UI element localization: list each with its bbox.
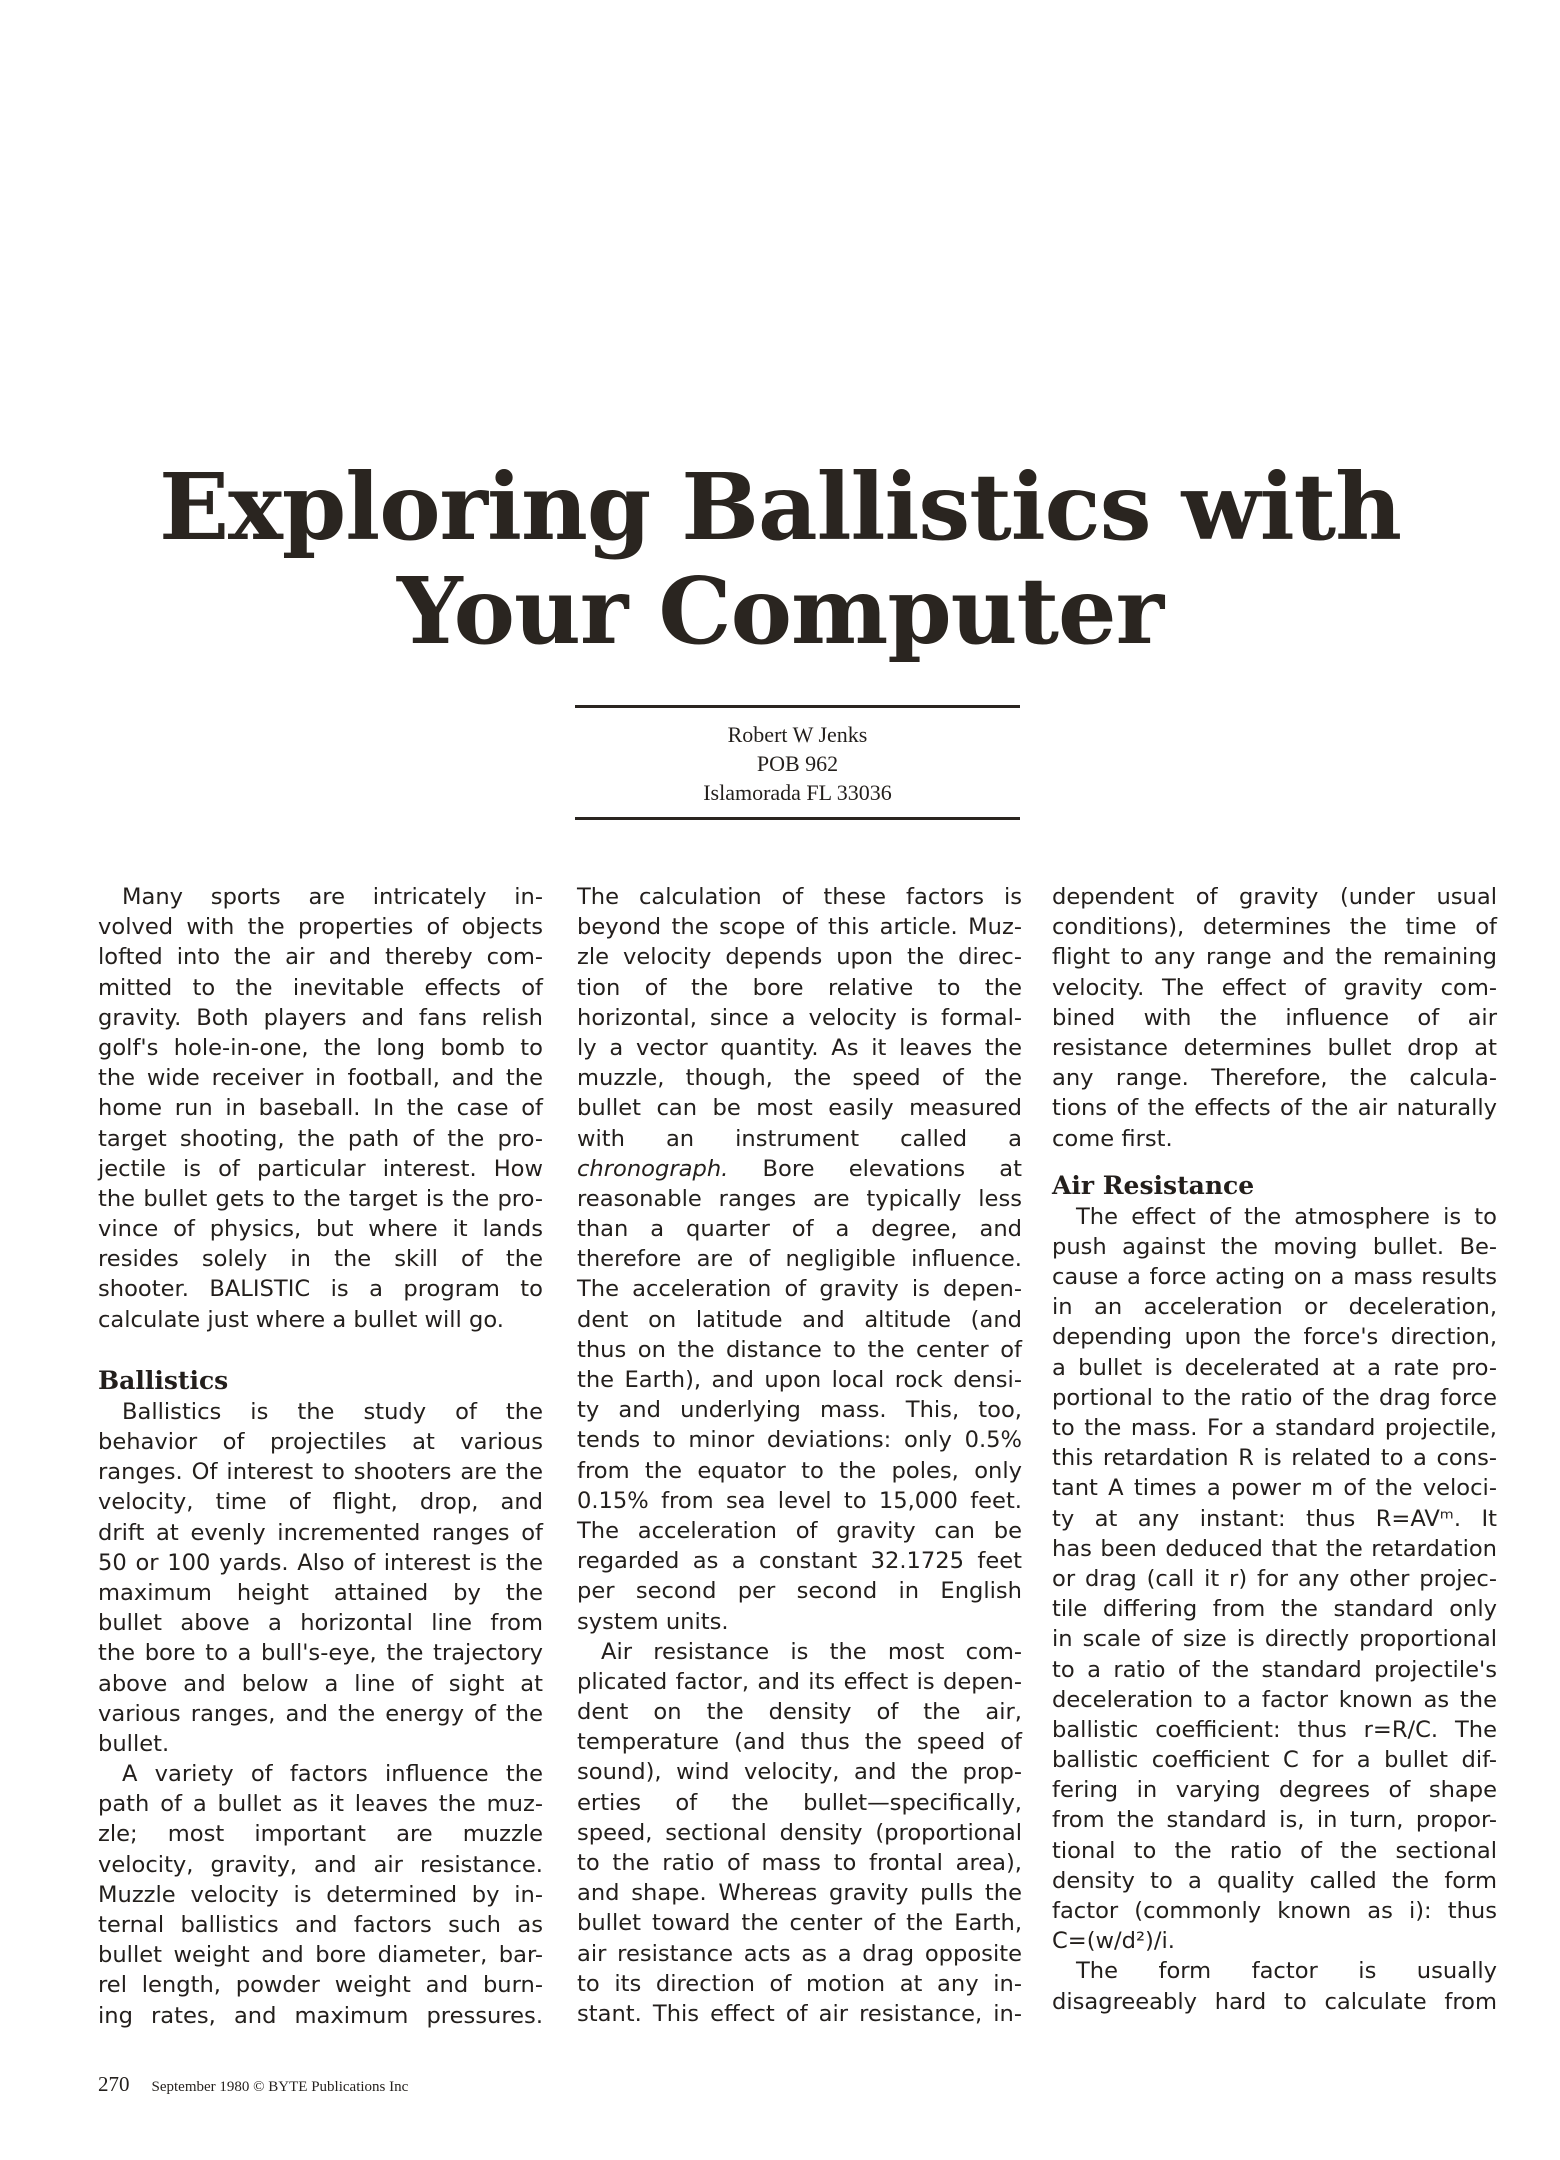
text-line: lofted into the air and thereby com- (98, 944, 543, 971)
text-line: drift at evenly incremented ranges of (98, 1519, 543, 1546)
text-line: maximum height attained by the (98, 1579, 543, 1606)
text-line: per second per second in English (577, 1578, 1022, 1605)
text-line: with an instrument called a (577, 1125, 1022, 1152)
text-line: The acceleration of gravity can be (577, 1517, 1022, 1544)
text-line: any range. Therefore, the calcula- (1052, 1065, 1497, 1092)
text-line: air resistance acts as a drag opposite (577, 1940, 1022, 1967)
text-line: The acceleration of gravity is depen- (577, 1276, 1022, 1303)
text-line: depending upon the force's direction, (1052, 1324, 1497, 1351)
text-line: has been deduced that the retardation (1052, 1535, 1497, 1562)
text-line: from the equator to the poles, only (577, 1457, 1022, 1484)
text-line: to the mass. For a standard projectile, (1052, 1415, 1497, 1441)
section-heading-ballistics: Ballistics (98, 1365, 229, 1395)
text-line: bullet. (98, 1730, 170, 1757)
text-line: temperature (and thus the speed of (577, 1729, 1022, 1756)
page-number: 270 (98, 2072, 130, 2096)
text-line: vince of physics, but where it lands (98, 1216, 543, 1243)
text-line: come first. (1052, 1125, 1173, 1152)
author-address-line-2: Islamorada FL 33036 (703, 780, 892, 805)
text-line: zle velocity depends upon the direc- (577, 944, 1022, 971)
text-line: dent on the density of the air, (577, 1699, 1022, 1726)
text-line: erties of the bullet—specifically, (577, 1789, 1022, 1816)
text-line: zle; most important are muzzle (98, 1821, 543, 1848)
text-line: golf's hole-in-one, the long bomb to (98, 1034, 543, 1061)
text-line: sound), wind velocity, and the prop- (577, 1759, 1022, 1786)
text-line: bullet toward the center of the Earth, (577, 1910, 1022, 1937)
column-2 (577, 882, 1022, 2029)
column-1 (98, 882, 543, 2031)
text-line (577, 1154, 1022, 1184)
text-line: C=(w/d²)/i. (1052, 1928, 1175, 1955)
text-line: A variety of factors influence the (122, 1761, 543, 1788)
text-line: the wide receiver in football, and the (98, 1065, 543, 1092)
text-line: rel length, powder weight and burn- (98, 1972, 543, 1999)
text-line: 0.15% from sea level to 15,000 feet. (577, 1487, 1022, 1514)
text-line: density to a quality called the form (1052, 1867, 1497, 1894)
author-byline (575, 705, 1020, 820)
text-line: conditions), determines the time of (1052, 914, 1497, 941)
text-line: therefore are of negligible influence. (577, 1246, 1022, 1273)
paragraph-gap (98, 1335, 543, 1365)
text-line: stant. This effect of air resistance, in- (577, 2000, 1022, 2027)
text-line: ternal ballistics and factors such as (98, 1912, 543, 1938)
text-line: dependent of gravity (under usual (1052, 884, 1497, 910)
text-line: and shape. Whereas gravity pulls the (577, 1880, 1022, 1907)
text-line: tion of the bore relative to the (577, 974, 1022, 1001)
text-line: to its direction of motion at any in- (577, 1970, 1022, 1997)
text-line: bined with the influence of air (1052, 1004, 1497, 1031)
article-title (120, 455, 1440, 663)
text-line: the Earth), and upon local rock densi- (577, 1367, 1022, 1393)
text-line: horizontal, since a velocity is formal- (577, 1004, 1022, 1031)
text-line: from the standard is, in turn, propor- (1052, 1807, 1497, 1834)
column-3 (1052, 882, 1497, 2017)
text-line: shooter. BALISTIC is a program to (98, 1276, 543, 1303)
text-line: Many sports are intricately in- (122, 884, 543, 910)
text-line: reasonable ranges are typically less (577, 1185, 1022, 1212)
text-line: ballistic coefficient C for a bullet dif- (1052, 1747, 1497, 1774)
text-line: Ballistics is the study of the (122, 1398, 543, 1425)
text-line: ty at any instant: thus R=AVᵐ. It (1052, 1505, 1497, 1532)
text-line: target shooting, the path of the pro- (98, 1125, 543, 1152)
text-line: velocity, time of flight, drop, and (98, 1489, 543, 1516)
italic-term: chronograph. (577, 1155, 729, 1182)
text-line: push against the moving bullet. Be- (1052, 1233, 1497, 1260)
text-line: ing rates, and maximum pressures. (98, 2002, 543, 2029)
text-line: tant A times a power m of the veloci- (1052, 1475, 1497, 1502)
text-line: portional to the ratio of the drag force (1052, 1384, 1497, 1411)
title-line-2: Your Computer (396, 557, 1164, 665)
text-line: path of a bullet as it leaves the muz- (98, 1791, 543, 1818)
text-line: tional to the ratio of the sectional (1052, 1837, 1497, 1864)
author-name: Robert W Jenks (727, 722, 868, 747)
text-line: ranges. Of interest to shooters are the (98, 1459, 543, 1486)
text-line: deceleration to a factor known as the (1052, 1686, 1497, 1713)
text-line: regarded as a constant 32.1725 feet (577, 1548, 1022, 1575)
text-line: above and below a line of sight at (98, 1670, 543, 1697)
text-line: The effect of the atmosphere is to (1076, 1203, 1497, 1230)
text-line: flight to any range and the remaining (1052, 944, 1497, 971)
text-line: Air resistance is the most com- (601, 1638, 1022, 1665)
text-line: system units. (577, 1608, 729, 1635)
text-line: mitted to the inevitable effects of (98, 974, 543, 1001)
text-line: The calculation of these factors is (577, 884, 1022, 910)
text-line: the bore to a bull's-eye, the trajectory (98, 1640, 543, 1667)
text-line: tile differing from the standard only (1052, 1596, 1497, 1623)
text-line: muzzle, though, the speed of the (577, 1065, 1022, 1092)
text-line: plicated factor, and its effect is depen- (577, 1668, 1022, 1695)
text-line: resistance determines bullet drop at (1052, 1034, 1497, 1061)
text-line: home run in baseball. In the case of (98, 1095, 543, 1122)
page-footer (98, 2072, 408, 2097)
text-line: velocity, gravity, and air resistance. (98, 1851, 543, 1878)
text-line: various ranges, and the energy of the (98, 1700, 543, 1727)
text-line: ballistic coefficient: thus r=R/C. The (1052, 1716, 1497, 1743)
text-line: velocity. The effect of gravity com- (1052, 974, 1497, 1001)
paragraph-gap (1052, 1154, 1497, 1170)
text-line: to the ratio of mass to frontal area), (577, 1850, 1022, 1876)
text-line: beyond the scope of this article. Muz- (577, 914, 1022, 941)
text-line: or drag (call it r) for any other projec- (1052, 1565, 1497, 1592)
text-line: gravity. Both players and fans relish (98, 1004, 543, 1031)
title-line-1: Exploring Ballistics with (158, 453, 1402, 561)
text-line: disagreeably hard to calculate from (1052, 1988, 1497, 2015)
text-line: 50 or 100 yards. Also of interest is the (98, 1549, 543, 1576)
publication-credit: September 1980 © BYTE Publications Inc (151, 2079, 409, 2095)
text-line: a bullet is decelerated at a rate pro- (1052, 1354, 1497, 1381)
text-line: fering in varying degrees of shape (1052, 1777, 1497, 1804)
author-address-line-1: POB 962 (756, 751, 839, 776)
text-line: The form factor is usually (1076, 1958, 1497, 1985)
text-line: speed, sectional density (proportional (577, 1819, 1022, 1846)
text-line: this retardation R is related to a cons- (1052, 1445, 1497, 1472)
text-line: the bullet gets to the target is the pro- (98, 1185, 543, 1212)
text-line: than a quarter of a degree, and (577, 1216, 1022, 1243)
text-line: dent on latitude and altitude (and (577, 1306, 1022, 1333)
text-line: tions of the effects of the air naturally (1052, 1095, 1497, 1122)
text-line: volved with the properties of objects (98, 914, 543, 941)
text-line: jectile is of particular interest. How (98, 1155, 543, 1182)
text-line: calculate just where a bullet will go. (98, 1306, 504, 1333)
text-line: ly a vector quantity. As it leaves the (577, 1034, 1022, 1061)
text-line: in an acceleration or deceleration, (1052, 1294, 1497, 1321)
text-line: bullet above a horizontal line from (98, 1610, 543, 1637)
text-line: to a ratio of the standard projectile's (1052, 1656, 1497, 1683)
text-line: bullet weight and bore diameter, bar- (98, 1942, 543, 1969)
text-line: tends to minor deviations: only 0.5% (577, 1427, 1022, 1454)
text-line: factor (commonly known as i): thus (1052, 1898, 1497, 1924)
text-line: resides solely in the skill of the (98, 1246, 543, 1273)
text-line: ty and underlying mass. This, too, (577, 1397, 1022, 1424)
text-line: thus on the distance to the center of (577, 1336, 1022, 1363)
text-fragment: Bore elevations at (762, 1155, 1022, 1182)
text-line: Muzzle velocity is determined by in- (98, 1881, 543, 1908)
text-line: cause a force acting on a mass results (1052, 1264, 1497, 1291)
text-line: bullet can be most easily measured (577, 1095, 1022, 1122)
text-line: in scale of size is directly proportional (1052, 1626, 1497, 1653)
section-heading-air-resistance: Air Resistance (1052, 1170, 1255, 1200)
text-line: behavior of projectiles at various (98, 1429, 543, 1455)
